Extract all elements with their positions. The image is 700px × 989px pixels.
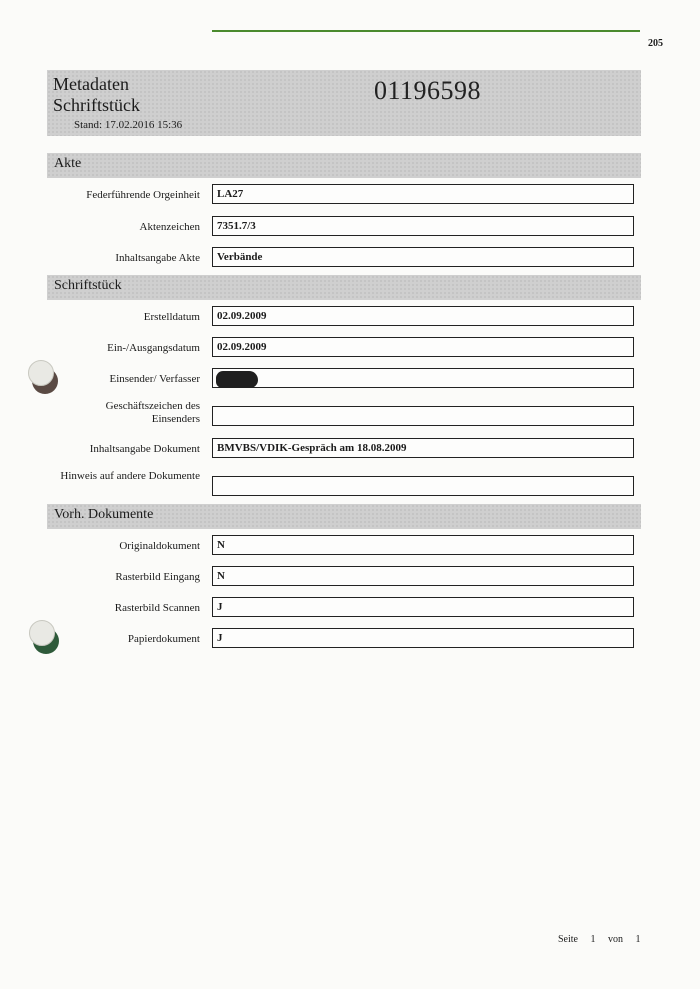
geschaeftszeichen-field[interactable]: [212, 406, 634, 426]
inhalt-akte-label: Inhaltsangabe Akte: [115, 252, 200, 264]
aktenzeichen-value: 7351.7/3: [217, 220, 256, 232]
document-number: 01196598: [374, 76, 482, 105]
hinweis-field[interactable]: [212, 476, 634, 496]
rasterbild-eingang-label: Rasterbild Eingang: [115, 571, 200, 583]
punch-hole-top: [28, 360, 54, 386]
ein-ausgang-value: 02.09.2009: [217, 341, 267, 353]
section-vorh-dokumente-label: Vorh. Dokumente: [54, 507, 154, 522]
federfuehrende-label: Federführende Orgeinheit: [86, 189, 200, 201]
section-schriftstueck-label: Schriftstück: [54, 278, 122, 293]
geschaeftszeichen-label-line-1: Geschäftszeichen des: [105, 400, 200, 412]
einsender-field[interactable]: [212, 368, 634, 388]
aktenzeichen-field[interactable]: [212, 216, 634, 236]
einsender-label: Einsender/ Verfasser: [109, 373, 200, 385]
aktenzeichen-label: Aktenzeichen: [139, 221, 200, 233]
section-vorh-dokumente: [47, 504, 641, 529]
stand-timestamp: Stand: 17.02.2016 15:36: [74, 119, 183, 131]
papierdokument-label: Papierdokument: [127, 633, 200, 645]
inhalt-akte-field[interactable]: [212, 247, 634, 267]
erstelldatum-value: 02.09.2009: [217, 310, 267, 322]
erstelldatum-field[interactable]: [212, 306, 634, 326]
rasterbild-eingang-value: N: [217, 570, 225, 582]
ein-ausgang-field[interactable]: [212, 337, 634, 357]
footer-von: von: [608, 934, 623, 945]
section-akte-label: Akte: [54, 156, 82, 171]
page-number: 205: [648, 38, 663, 49]
footer-current-page: 1: [590, 934, 596, 945]
originaldokument-label: Originaldokument: [119, 540, 200, 552]
redaction-mark: [216, 371, 258, 388]
title-line-1: Metadaten: [53, 74, 129, 94]
page-footer: [558, 934, 651, 945]
punch-hole-bottom: [29, 620, 55, 646]
erstelldatum-label: Erstelldatum: [143, 311, 200, 323]
inhalt-dokument-value: BMVBS/VDIK-Gespräch am 18.08.2009: [217, 442, 407, 454]
geschaeftszeichen-label-line-2: Einsenders: [151, 413, 200, 425]
section-akte: [47, 153, 641, 178]
footer-total-pages: 1: [635, 934, 641, 945]
hinweis-label: Hinweis auf andere Dokumente: [60, 470, 200, 482]
inhalt-dokument-field[interactable]: [212, 438, 634, 458]
federfuehrende-field[interactable]: [212, 184, 634, 204]
originaldokument-field[interactable]: [212, 535, 634, 555]
geschaeftszeichen-label: [106, 400, 200, 426]
originaldokument-value: N: [217, 539, 225, 551]
inhalt-akte-value: Verbände: [217, 251, 263, 263]
document-title: [53, 74, 140, 116]
footer-seite: Seite: [558, 934, 578, 945]
title-line-2: Schriftstück: [53, 95, 140, 115]
rasterbild-scannen-value: J: [217, 601, 223, 613]
papierdokument-field[interactable]: [212, 628, 634, 648]
top-rule: [212, 30, 640, 32]
papierdokument-value: J: [217, 632, 223, 644]
section-schriftstueck: [47, 275, 641, 300]
rasterbild-scannen-field[interactable]: [212, 597, 634, 617]
rasterbild-scannen-label: Rasterbild Scannen: [114, 602, 200, 614]
federfuehrende-value: LA27: [217, 188, 244, 200]
inhalt-dokument-label: Inhaltsangabe Dokument: [89, 443, 200, 455]
ein-ausgang-label: Ein-/Ausgangsdatum: [107, 342, 200, 354]
rasterbild-eingang-field[interactable]: [212, 566, 634, 586]
